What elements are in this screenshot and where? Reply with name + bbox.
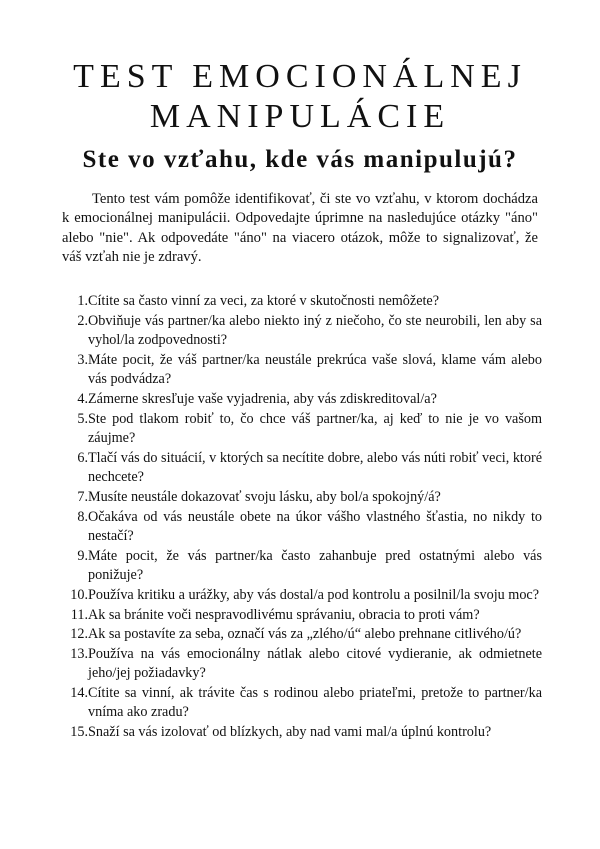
question-item [64,292,542,312]
question-number: 10. [70,586,88,603]
question-number: 15. [70,724,88,741]
question-number: 9. [77,547,88,564]
question-item [64,449,542,488]
question-number: 3. [77,351,88,368]
question-text: Očakáva od vás neustále obete na úkor vášho vlastného šťastia, no nikdy to nestačí? [88,508,542,545]
question-item [64,645,542,684]
question-text: Máte pocit, že vás partner/ka často zahanbuje pred ostatnými alebo vás ponižuje? [88,547,542,584]
question-number: 13. [70,645,88,662]
question-number: 11. [70,606,88,623]
question-text: Musíte neustále dokazovať svoju lásku, aby bol/a spokojný/á? [88,488,441,505]
question-item [64,390,542,410]
question-text: Používa na vás emocionálny nátlak alebo citové vydieranie, ak odmietnete jeho/jej požiadavky? [88,645,542,682]
question-item [64,351,542,390]
question-item [64,547,542,586]
question-item [64,410,542,449]
question-number: 6. [77,449,88,466]
question-list [64,292,542,743]
question-item [64,625,542,645]
question-text: Ste pod tlakom robiť to, čo chce váš partner/ka, aj keď to nie je vo vašom záujme? [88,410,542,447]
question-number: 1. [77,293,88,309]
title-line-1: TEST EMOCIONÁLNEJ [73,58,527,95]
question-item [64,586,542,606]
question-text: Snaží sa vás izolovať od blízkych, aby nad vami mal/a úplnú kontrolu? [88,724,492,741]
question-number: 8. [77,508,88,525]
title-line-2: MANIPULÁCIE [149,98,451,135]
question-number: 5. [77,410,88,427]
question-number: 4. [77,390,88,407]
question-item [64,508,542,547]
question-text: Ak sa postavíte za seba, označí vás za „zlého/ú“ alebo prehnane citlivého/ú? [88,626,522,643]
question-text: Máte pocit, že váš partner/ka neustále prekrúca vaše slová, klame vám alebo vás podvádza? [88,351,542,388]
question-item [64,312,542,351]
subtitle: Ste vo vzťahu, kde vás manipulujú? [82,146,518,173]
question-item [64,606,542,626]
question-text: Cítite sa často vinní za veci, za ktoré v skutočnosti nemôžete? [88,293,440,309]
question-text: Obviňuje vás partner/ka alebo niekto iný z niečoho, čo ste neurobili, len aby sa vyhol/la zodpovednosti? [88,312,542,349]
question-text: Používa kritiku a urážky, aby vás dostal/a pod kontrolu a posilnil/la svoju moc? [88,586,540,603]
question-item [64,723,542,743]
question-number: 2. [77,312,88,329]
intro-paragraph: Tento test vám pomôže identifikovať, či ste vo vzťahu, v ktorom dochádza k emocionálnej manipulácii. Odpovedajte úprimne na nasledujúce otázky "áno" alebo "nie". Ak odpovedáte "áno" na viacero otázok, môže to signalizovať, že váš vzťah nie je zdravý. [62,191,538,265]
question-text: Cítite sa vinní, ak trávite čas s rodinou alebo priateľmi, pretože to partner/ka vníma ako zradu? [88,684,542,721]
question-text: Tlačí vás do situácií, v ktorých sa necítite dobre, alebo vás núti robiť veci, ktoré nechcete? [88,449,542,486]
question-text: Zámerne skresľuje vaše vyjadrenia, aby vás zdiskreditoval/a? [88,390,437,407]
question-number: 7. [77,488,88,505]
question-item [64,488,542,508]
question-number: 14. [70,684,88,701]
question-text: Ak sa bránite voči nespravodlivému správaniu, obracia to proti vám? [88,606,480,623]
question-item [64,684,542,723]
question-number: 12. [70,626,88,643]
